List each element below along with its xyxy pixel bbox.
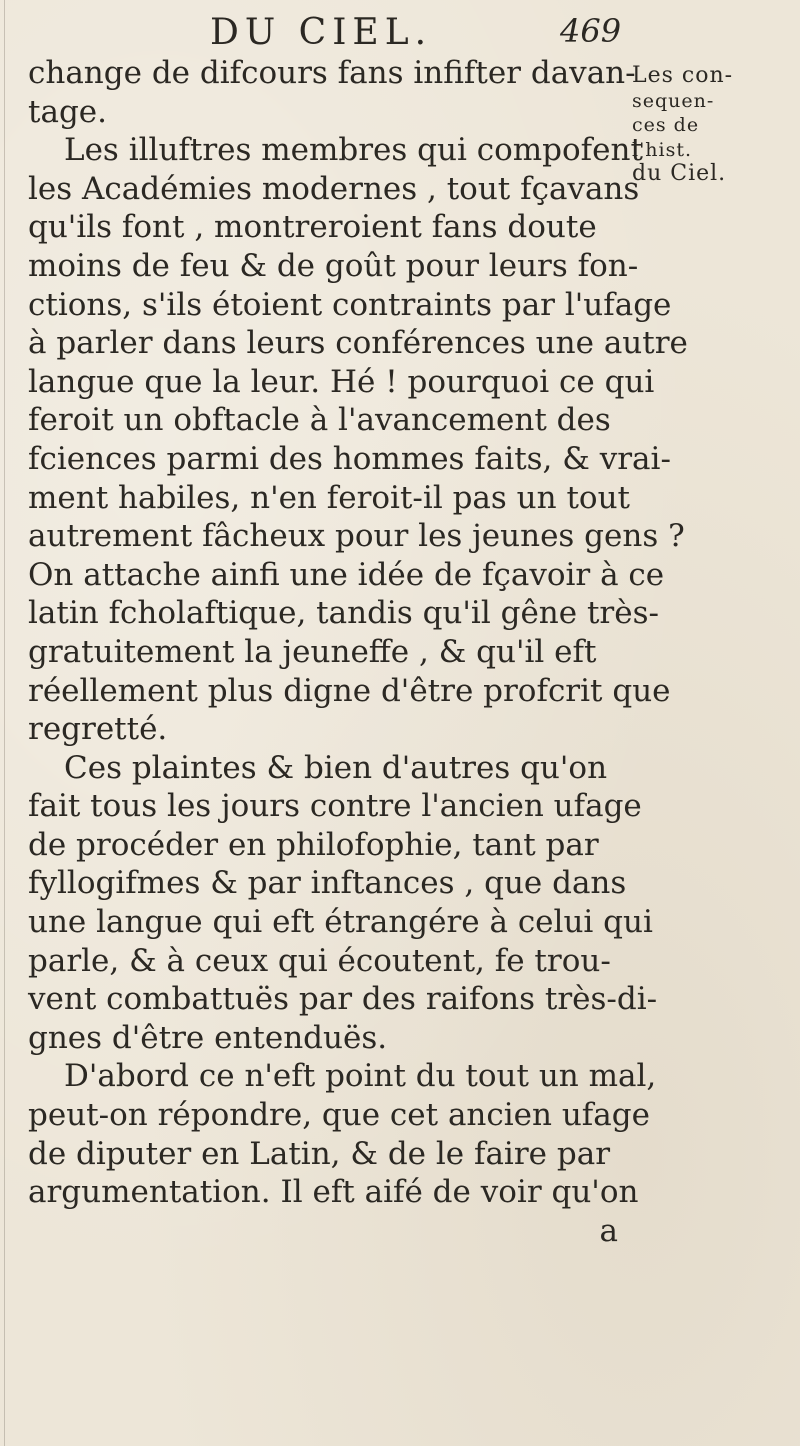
text-line: latin fcholaftique, tandis qu'il gêne très-: [28, 595, 659, 632]
margin-note-line: l'hist.: [632, 138, 693, 161]
text-line: à parler dans leurs conférences une autre: [28, 325, 688, 362]
text-line: ctions, s'ils étoient contraints par l'ufage: [28, 286, 672, 323]
text-line: gnes d'être entenduës.: [28, 1019, 388, 1056]
text-line: de diputer en Latin, & de le faire par: [28, 1135, 611, 1172]
text-line: vent combattuës par des raifons très-di-: [28, 981, 658, 1018]
text-line: tage.: [28, 93, 107, 130]
page-number: 469: [560, 12, 622, 50]
margin-note-line: Les con-: [632, 63, 734, 88]
paragraph-start-line: Les illuftres membres qui compofent: [64, 132, 643, 169]
text-line: On attache ainfi une idée de fçavoir à ce: [28, 556, 665, 593]
text-line: change de difcours fans infifter davan-: [28, 55, 636, 91]
text-line: fyllogifmes & par inftances , que dans: [28, 865, 627, 902]
text-line: peut-on répondre, que cet ancien ufage: [28, 1097, 650, 1134]
text-line: une langue qui eft étrangére à celui qui: [28, 904, 653, 941]
text-line: argumentation. Il eft aifé de voir qu'on: [28, 1174, 639, 1211]
margin-note-line: sequen-: [632, 89, 715, 112]
text-line: les Académies modernes , tout fçavans: [28, 170, 640, 207]
text-line: fait tous les jours contre l'ancien ufage: [28, 788, 642, 825]
margin-note-line: ces de: [632, 114, 700, 136]
text-line: regretté.: [28, 711, 168, 748]
running-title: DU CIEL.: [210, 12, 433, 53]
text-line: fciences parmi des hommes faits, & vrai-: [28, 440, 671, 477]
text-line: qu'ils font , montreroient fans doute: [28, 209, 597, 246]
text-line: moins de feu & de goût pour leurs fon-: [28, 247, 639, 284]
text-line: langue que la leur. Hé ! pourquoi ce qui: [28, 363, 655, 400]
text-line: réellement plus digne d'être profcrit que: [28, 672, 671, 709]
margin-note: [632, 64, 798, 187]
text-line: ment habiles, n'en feroit-il pas un tout: [28, 479, 631, 516]
paragraph-start-line: Ces plaintes & bien d'autres qu'on: [64, 749, 608, 786]
text-line: gratuitement la jeuneffe , & qu'il eft: [28, 633, 597, 670]
text-line: parle, & à ceux qui écoutent, fe trou-: [28, 942, 611, 979]
catchword: a: [599, 1212, 618, 1249]
margin-note-line: du Ciel.: [632, 161, 727, 186]
text-line: autrement fâcheux pour les jeunes gens ?: [28, 518, 685, 555]
gutter-edge: [4, 0, 5, 1446]
text-line: de procéder en philofophie, tant par: [28, 826, 599, 863]
text-line: feroit un obftacle à l'avancement des: [28, 402, 611, 439]
paragraph-start-line: D'abord ce n'eft point du tout un mal,: [64, 1058, 657, 1095]
